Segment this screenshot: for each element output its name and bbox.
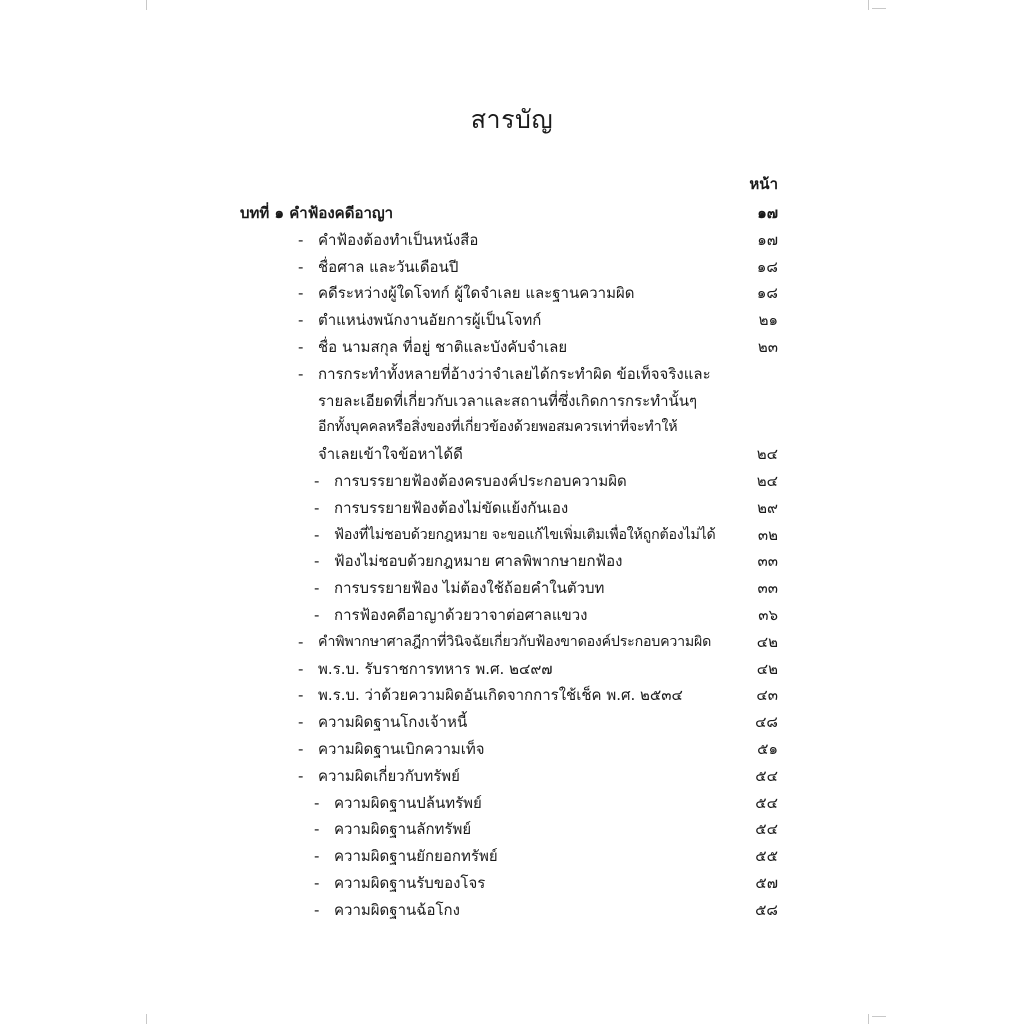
toc-entry [240, 682, 778, 709]
bullet-dash: - [314, 471, 320, 490]
toc-page-number: ๑๗ [757, 230, 778, 249]
toc-entry-text: ตำแหน่งพนักงานอัยการผู้เป็นโจทก์ [318, 311, 542, 330]
toc-page-number: ๕๔ [755, 820, 778, 839]
bullet-dash: - [314, 847, 320, 866]
toc-entry-text: การกระทำทั้งหลายที่อ้างว่าจำเลยได้กระทำผิด ข้อเท็จจริงและ [318, 364, 711, 383]
bullet-dash: - [314, 793, 320, 812]
bullet-dash: - [298, 713, 304, 732]
toc-entry-text: จำเลยเข้าใจข้อหาได้ดี [318, 445, 463, 464]
toc-entry [240, 763, 778, 790]
toc-entry-text: ความผิดฐานปล้นทรัพย์ [334, 793, 482, 812]
toc-entry-text: รายละเอียดที่เกี่ยวกับเวลาและสถานที่ซึ่งเกิดการกระทำนั้นๆ [318, 391, 698, 410]
crop-mark [146, 0, 147, 10]
toc-entry-text: ความผิดฐานยักยอกทรัพย์ [334, 847, 498, 866]
crop-mark [868, 1014, 869, 1024]
toc-page-number: ๕๘ [755, 900, 778, 919]
toc-page-number: ๓๓ [757, 579, 778, 598]
bullet-dash: - [298, 766, 304, 785]
bullet-dash: - [314, 579, 320, 598]
toc-entry-text: ชื่อศาล และวันเดือนปี [318, 257, 459, 276]
toc-page-number: ๕๔ [755, 766, 778, 785]
crop-mark [146, 1014, 147, 1024]
toc-entry [240, 816, 778, 843]
toc-entry-text: ความผิดเกี่ยวกับทรัพย์ [318, 766, 460, 785]
toc-entry [240, 388, 778, 415]
toc-entry [240, 414, 778, 441]
bullet-dash: - [298, 739, 304, 758]
toc-page-number: ๑๘ [756, 284, 778, 303]
bullet-dash: - [298, 686, 304, 705]
toc-entry-text: การบรรยายฟ้องต้องไม่ขัดแย้งกันเอง [334, 498, 569, 517]
toc-entry [240, 468, 778, 495]
bullet-dash: - [298, 230, 304, 249]
toc-entry [240, 790, 778, 817]
toc-chapter-entry [240, 200, 778, 227]
toc-entry [240, 227, 778, 254]
toc-entry [240, 334, 778, 361]
bullet-dash: - [314, 605, 320, 624]
toc-entry [240, 602, 778, 629]
toc-entry [240, 736, 778, 763]
toc-page-number: ๔๒ [756, 659, 778, 678]
bullet-dash: - [314, 900, 320, 919]
table-of-contents [240, 200, 778, 924]
toc-entry [240, 575, 778, 602]
crop-mark [868, 0, 869, 10]
toc-page-number: ๑๘ [756, 257, 778, 276]
toc-entry-text: คำฟ้องต้องทำเป็นหนังสือ [318, 230, 479, 249]
bullet-dash: - [298, 311, 304, 330]
toc-entry-text: ความผิดฐานเบิกความเท็จ [318, 739, 485, 758]
bullet-dash: - [314, 498, 320, 517]
toc-entry [240, 361, 778, 388]
toc-entry [240, 870, 778, 897]
toc-entry [240, 897, 778, 924]
toc-entry-text: อีกทั้งบุคคลหรือสิ่งของที่เกี่ยวข้องด้วยพอสมควรเท่าที่จะทำให้ [318, 419, 678, 436]
toc-entry-text: การบรรยายฟ้อง ไม่ต้องใช้ถ้อยคำในตัวบท [334, 579, 605, 598]
toc-entry [240, 629, 778, 656]
crop-mark [872, 1016, 886, 1017]
toc-entry-text: ฟ้องไม่ชอบด้วยกฎหมาย ศาลพิพากษายกฟ้อง [334, 552, 623, 571]
bullet-dash: - [298, 632, 304, 651]
bullet-dash: - [298, 337, 304, 356]
toc-page-number: ๕๔ [755, 793, 778, 812]
toc-entry-text: คดีระหว่างผู้ใดโจทก์ ผู้ใดจำเลย และฐานความผิด [318, 284, 635, 303]
toc-page-number: ๓๒ [757, 525, 778, 544]
toc-entry-text: การฟ้องคดีอาญาด้วยวาจาต่อศาลแขวง [334, 605, 588, 624]
toc-entry [240, 254, 778, 281]
toc-page-number: ๓๖ [758, 605, 778, 624]
crop-mark [872, 8, 886, 9]
toc-entry [240, 843, 778, 870]
toc-entry-text: ฟ้องที่ไม่ชอบด้วยกฎหมาย จะขอแก้ไขเพิ่มเติมเพื่อให้ถูกต้องไม่ได้ [334, 526, 716, 543]
bullet-dash: - [314, 873, 320, 892]
bullet-dash: - [314, 525, 320, 544]
page-column-header: หน้า [749, 175, 778, 193]
toc-entry [240, 495, 778, 522]
toc-entry-text: พ.ร.บ. รับราชการทหาร พ.ศ. ๒๔๙๗ [318, 659, 553, 678]
toc-entry-text: ความผิดฐานลักทรัพย์ [334, 820, 472, 839]
toc-entry [240, 522, 778, 549]
toc-page-number: ๕๑ [757, 739, 778, 758]
toc-entry-text: ความผิดฐานโกงเจ้าหนี้ [318, 713, 468, 732]
toc-page-number: ๓๓ [757, 552, 778, 571]
toc-page-number: ๕๕ [755, 847, 778, 866]
toc-entry [240, 280, 778, 307]
toc-entry-text: ความผิดฐานฉ้อโกง [334, 900, 460, 919]
toc-entry [240, 441, 778, 468]
toc-entry [240, 307, 778, 334]
bullet-dash: - [314, 552, 320, 571]
bullet-dash: - [298, 659, 304, 678]
toc-page-number: ๒๑ [758, 311, 778, 330]
page-title: สารบัญ [470, 105, 554, 134]
toc-entry-text: พ.ร.บ. ว่าด้วยความผิดอันเกิดจากการใช้เช็ค พ.ศ. ๒๕๓๔ [318, 686, 683, 705]
toc-page-number: ๒๙ [757, 498, 778, 517]
toc-entry-text: คำพิพากษาศาลฎีกาที่วินิจฉัยเกี่ยวกับฟ้องขาดองค์ประกอบความผิด [318, 633, 712, 650]
toc-entry-text: บทที่ ๑ คำฟ้องคดีอาญา [240, 204, 394, 222]
toc-page-number: ๕๗ [755, 873, 778, 892]
toc-page-number: ๔๒ [756, 632, 778, 651]
bullet-dash: - [298, 364, 304, 383]
toc-entry [240, 709, 778, 736]
toc-page-number: ๑๗ [757, 204, 778, 222]
bullet-dash: - [298, 284, 304, 303]
toc-page-number: ๔๓ [756, 686, 778, 705]
toc-entry [240, 656, 778, 683]
toc-entry-text: ความผิดฐานรับของโจร [334, 873, 486, 892]
toc-page-number: ๒๔ [756, 471, 778, 490]
toc-page-number: ๒๓ [757, 337, 778, 356]
toc-entry-text: ชื่อ นามสกุล ที่อยู่ ชาติและบังคับจำเลย [318, 337, 568, 356]
toc-page-number: ๔๘ [755, 713, 778, 732]
bullet-dash: - [298, 257, 304, 276]
bullet-dash: - [314, 820, 320, 839]
toc-page-number: ๒๔ [756, 445, 778, 464]
toc-entry-text: การบรรยายฟ้องต้องครบองค์ประกอบความผิด [334, 471, 627, 490]
toc-entry [240, 548, 778, 575]
